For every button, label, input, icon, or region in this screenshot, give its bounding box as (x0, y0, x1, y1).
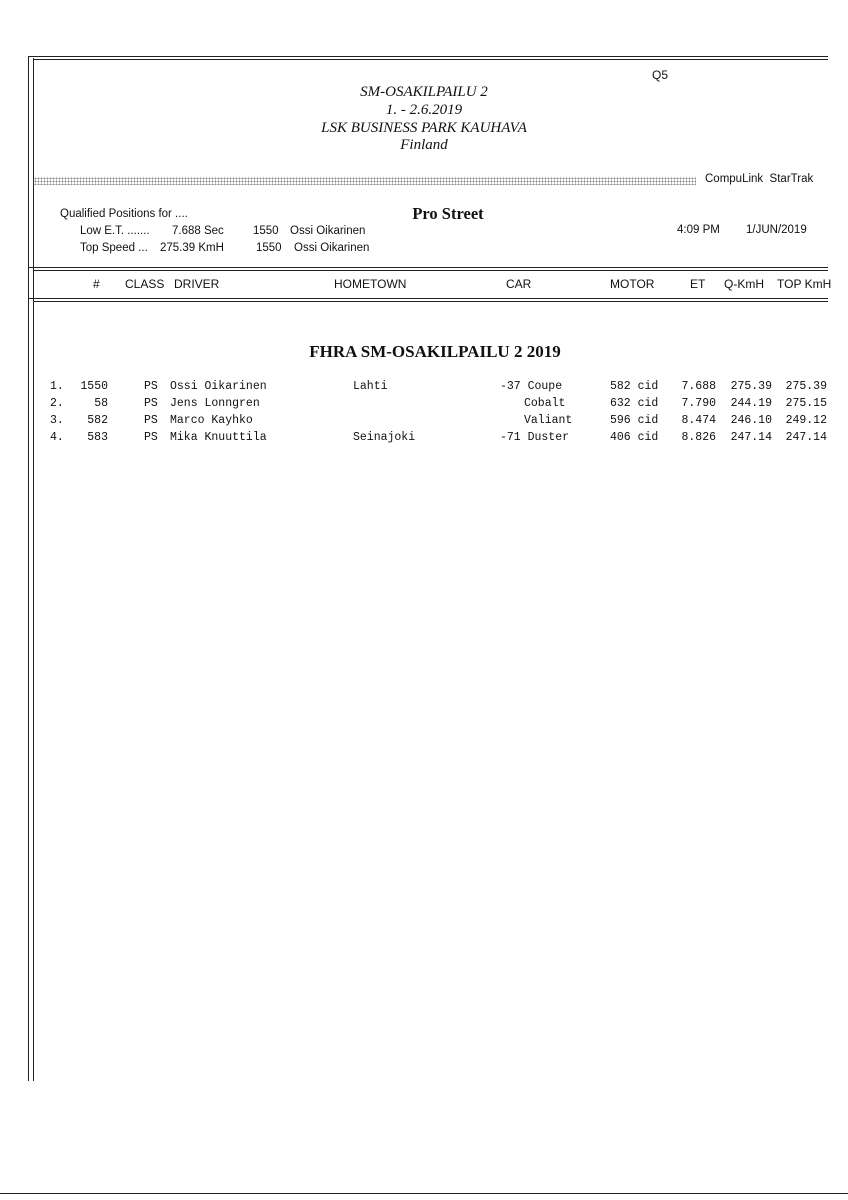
row-motor: 632 cid (610, 397, 659, 410)
row-motor: 582 cid (610, 380, 659, 393)
row-driver: Ossi Oikarinen (170, 380, 267, 393)
col-num: # (93, 277, 100, 291)
column-rule-2 (33, 301, 828, 302)
header-rule-top-2 (33, 270, 828, 271)
col-car: CAR (506, 277, 532, 291)
row-number: 58 (94, 397, 108, 410)
row-car: -71 Duster (500, 431, 570, 444)
row-topkmh: 249.12 (785, 414, 827, 427)
row-class: PS (144, 414, 158, 427)
event-name: SM-OSAKILPAILU 2 (360, 84, 488, 100)
col-hometown: HOMETOWN (334, 277, 407, 291)
header-rule-top (28, 267, 828, 268)
col-motor: MOTOR (610, 277, 655, 291)
row-qkmh: 244.19 (730, 397, 772, 410)
row-hometown: Lahti (353, 380, 388, 393)
col-topkmh: TOP KmH (777, 277, 832, 291)
page-code: Q5 (652, 68, 669, 82)
system-brand: CompuLink StarTrak (705, 173, 814, 185)
col-driver: DRIVER (174, 277, 220, 291)
low-et-label: Low E.T. ....... (80, 225, 150, 237)
row-topkmh: 275.15 (785, 397, 827, 410)
section-title: FHRA SM-OSAKILPAILU 2 2019 (309, 342, 561, 361)
row-position: 2. (50, 397, 64, 410)
top-speed-value: 275.39 KmH (160, 242, 224, 254)
bottom-border (0, 1193, 848, 1194)
top-speed-label: Top Speed ... (80, 242, 148, 254)
low-et-value: 7.688 Sec (172, 225, 224, 237)
row-et: 7.790 (681, 397, 716, 410)
row-class: PS (144, 431, 158, 444)
qualified-label: Qualified Positions for .... (60, 208, 188, 220)
row-driver: Marco Kayhko (170, 414, 253, 427)
class-title: Pro Street (412, 204, 484, 223)
row-car: Valiant (524, 414, 573, 427)
top-speed-number: 1550 (256, 242, 282, 254)
row-motor: 406 cid (610, 431, 659, 444)
row-class: PS (144, 380, 158, 393)
row-qkmh: 247.14 (730, 431, 772, 444)
row-qkmh: 246.10 (730, 414, 772, 427)
row-driver: Jens Lonngren (170, 397, 260, 410)
row-class: PS (144, 397, 158, 410)
report-date: 1/JUN/2019 (746, 224, 807, 236)
row-hometown: Seinajoki (353, 431, 416, 444)
row-position: 1. (50, 380, 64, 393)
row-position: 4. (50, 431, 64, 444)
row-qkmh: 275.39 (730, 380, 772, 393)
row-topkmh: 247.14 (785, 431, 827, 444)
row-car: Cobalt (524, 397, 566, 410)
top-border-inner (33, 59, 828, 60)
top-border (28, 56, 828, 57)
event-country: Finland (400, 137, 448, 153)
row-driver: Mika Knuuttila (170, 431, 267, 444)
event-dates: 1. - 2.6.2019 (385, 102, 463, 118)
low-et-number: 1550 (253, 225, 279, 237)
row-number: 1550 (80, 380, 108, 393)
low-et-driver: Ossi Oikarinen (290, 225, 366, 237)
report-time: 4:09 PM (677, 224, 720, 236)
row-car: -37 Coupe (500, 380, 563, 393)
row-motor: 596 cid (610, 414, 659, 427)
top-speed-driver: Ossi Oikarinen (294, 242, 370, 254)
col-qkmh: Q-KmH (724, 277, 764, 291)
row-et: 8.474 (681, 414, 716, 427)
row-position: 3. (50, 414, 64, 427)
row-number: 583 (87, 431, 108, 444)
column-rule (28, 298, 828, 299)
row-et: 7.688 (681, 380, 716, 393)
dotted-divider (34, 177, 696, 185)
row-number: 582 (87, 414, 108, 427)
row-et: 8.826 (681, 431, 716, 444)
row-topkmh: 275.39 (785, 380, 827, 393)
event-venue: LSK BUSINESS PARK KAUHAVA (321, 120, 527, 136)
col-class: CLASS (125, 277, 165, 291)
col-et: ET (690, 277, 706, 291)
